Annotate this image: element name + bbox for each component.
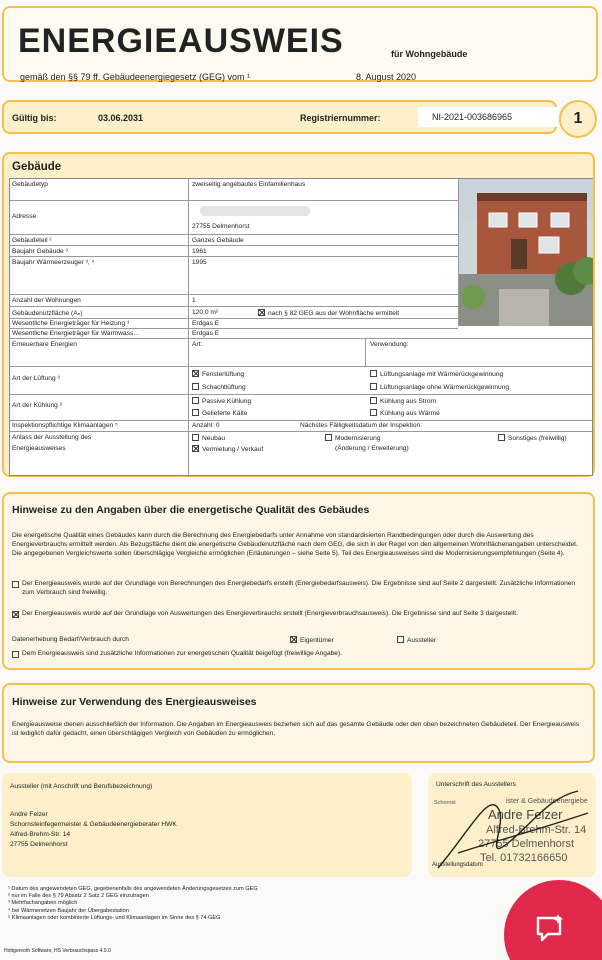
checkbox-schachtlueftung[interactable] [192,383,199,390]
building-section-title: Gebäude [12,161,62,173]
checkbox-kuehlung-strom[interactable] [370,397,377,404]
software-footer: Hottgenroth Software, HS Verbrauchspass 4.0.0 [4,948,111,954]
registration-box [418,107,558,127]
checkbox-verbrauchsausweis[interactable] [12,611,19,618]
validity-bar [2,100,557,134]
table-row: Inspektionspflichtige Klimaanlagen ⁵ Anzahl: 0 Nächstes Fälligkeitsdatum der Inspektion: [10,421,594,432]
checkbox-passive-kuehlung[interactable] [192,397,199,404]
signature-label: Unterschrift des Ausstellers [436,781,516,788]
registration-label: Registriernummer: [300,113,381,123]
valid-until-value: 03.06.2031 [98,113,144,123]
building-photo [458,179,593,326]
data-collection-row: Datenerhebung Bedarf/Verbrauch durch Eigentümer Aussteller [12,636,436,644]
quality-notes-title: Hinweise zu den Angaben über die energetische Qualität des Gebäudes [12,504,370,516]
table-row: Gebäudetyp zweiseitig angebautes Einfamilienhaus [10,179,458,201]
table-row: Baujahr Wärmeerzeuger ³, ⁴ 1995 [10,257,458,295]
option-zusatzinfo: Dem Energieausweis sind zusätzliche Informationen zur energetischen Qualität beigefügt (freiwillige Angabe). [12,650,587,659]
usage-notes-text: Energieausweise dienen ausschließlich der Information. Die Angaben im Energieausweis beziehen sich auf das gesamte Gebäude oder den oben bezeichneten Gebäudeteil. Der Energieausweis ist lediglich dafür gedacht, einen überschlägigen Vergleich von Gebäuden zu ermöglichen. [12,721,580,737]
feedback-fab-button[interactable] [504,880,602,960]
checkbox-bedarfsausweis[interactable] [12,581,19,588]
footnotes: ¹ Datum des angewendeten GEG, gegebenenfalls des angewendeten Änderungsgesetzes zum GEG ² nur im Falle des § 79 Absatz 2 Satz 2 GEG einzutragen ³ Mehrfachangaben möglich ⁴ bei Wärmenetzen Baujahr der Übergabestation ⁵ Klimaanlagen oder kombinierte Lüftungs- und Klimaanlagen im Sinne des § 74 GEG [8,886,258,921]
issuer-role: Schornsteinfegermeister & Gebäudeenergieberater HWK [10,821,177,828]
checkbox-lueftung-ohne-wrg[interactable] [370,383,377,390]
checkbox-modernisierung[interactable] [325,434,332,441]
page-number-badge: 1 [559,100,597,138]
registration-number: NI-2021-003686965 [432,112,513,122]
redacted-street [200,206,310,216]
quality-notes-section [2,492,595,670]
checkbox-wohnflaeche[interactable] [258,309,265,316]
handwritten-signature [428,773,596,877]
option-bedarfsausweis: Der Energieausweis wurde auf der Grundlage von Berechnungen des Energiebedarfs erstellt (Energiebedarfsausweis). Die Ergebnisse sind auf Seite 2 dargestellt. Zusätzliche Informationen zum Verbrauch sind freiwillig. [12,580,587,598]
table-row: Art der Kühlung ³ Passive Kühlung Gelieferte Kälte Kühlung aus Strom Kühlung aus Wärme [10,395,594,421]
issuer-box [2,773,412,877]
chat-sparkle-icon [534,912,568,946]
usage-notes-section [2,683,595,763]
quality-notes-text: Die energetische Qualität eines Gebäudes kann durch die Berechnung des Energiebedarfs unter Annahme von standardisierten Randbedingungen oder durch die Auswertung des Energieverbrauchs ermittelt werden. Als Bezugsfläche dient die energetische Gebäudenutzfläche nach dem GEG, die sich in der Regel von den allgemeinen Wohnflächenangaben unterscheidet. Die angegebenen Vergleichswerte sollen überschlägige Vergleiche ermöglichen (Erläuterungen – siehe Seite 5). Teil des Energieausweises sind die Modernisierungsempfehlungen (Seite 4). [12,532,578,557]
checkbox-lueftung-mit-wrg[interactable] [370,370,377,377]
checkbox-sonstiges[interactable] [498,434,505,441]
usage-notes-title: Hinweise zur Verwendung des Energieausweises [12,696,257,708]
table-row: Gebäudenutzfläche (Aₙ) 120,0 m² nach § 82 GEG aus der Wohnfläche ermittelt [10,307,458,319]
issuer-city: 27755 Delmenhorst [10,841,68,848]
checkbox-fensterlueftung[interactable] [192,370,199,377]
signature-box: Unterschrift des Ausstellers Schornst ister & Gebäudeenergiebe Andre Felzer Alfred-Brehm-Str. 14 27755 Delmenhorst Tel. 01732166650 Ausstellungsdatum [428,773,596,877]
law-reference: gemäß den §§ 79 ff. Gebäudeenergiegesetz (GEG) vom ¹ [20,72,250,82]
checkbox-gelieferte-kaelte[interactable] [192,409,199,416]
issuer-label: Aussteller (mit Anschrift und Berufsbezeichnung) [10,783,153,790]
table-row: Baujahr Gebäude ³ 1961 [10,246,458,257]
valid-until-label: Gültig bis: [12,113,57,123]
checkbox-vermietung-verkauf[interactable] [192,445,199,452]
certificate-title: ENERGIEAUSWEIS [18,22,344,60]
law-date: 8. August 2020 [356,72,417,82]
table-row: Gebäudeteil ² Ganzes Gebäude [10,235,458,246]
stamp-name: Andre Felzer [488,807,563,822]
checkbox-eigentuemer[interactable] [290,636,297,643]
table-row: Erneuerbare Energien Art: Verwendung: [10,339,594,367]
issuer-name: Andre Felzer [10,811,48,818]
table-row: Wesentliche Energieträger für Warmwass... Erdgas E [10,329,594,339]
checkbox-zusatzinfo[interactable] [12,651,19,658]
table-row: Art der Lüftung ³ Fensterlüftung Schachtlüftung Lüftungsanlage mit Wärmerückgewinnung Lüftungsanlage ohne Wärmerückgewinnung [10,367,594,395]
building-table [9,178,593,476]
table-row: Wesentliche Energieträger für Heizung ³ Erdgas E [10,319,458,329]
issuer-street: Alfred-Brehm-Str. 14 [10,831,71,838]
checkbox-neubau[interactable] [192,434,199,441]
checkbox-kuehlung-waerme[interactable] [370,409,377,416]
certificate-header [2,6,598,82]
table-row: Adresse 27755 Delmenhorst [10,201,458,235]
table-row: Anlass der Ausstellung des Energieausweises Neubau Vermietung / Verkauf Modernisierung (Änderung / Erweiterung) Sonstiges (freiwillig) [12,434,567,453]
issue-date-label: Ausstellungsdatum [432,862,483,868]
checkbox-aussteller[interactable] [397,636,404,643]
certificate-subtitle: für Wohngebäude [391,49,468,59]
option-verbrauchsausweis: Der Energieausweis wurde auf der Grundlage von Auswertungen des Energieverbrauchs erstellt (Energieverbrauchsausweis). Die Ergebnisse sind auf Seite 3 dargestellt. [12,610,587,619]
table-row: Anzahl der Wohnungen 1 [10,295,458,307]
building-section [2,152,595,477]
